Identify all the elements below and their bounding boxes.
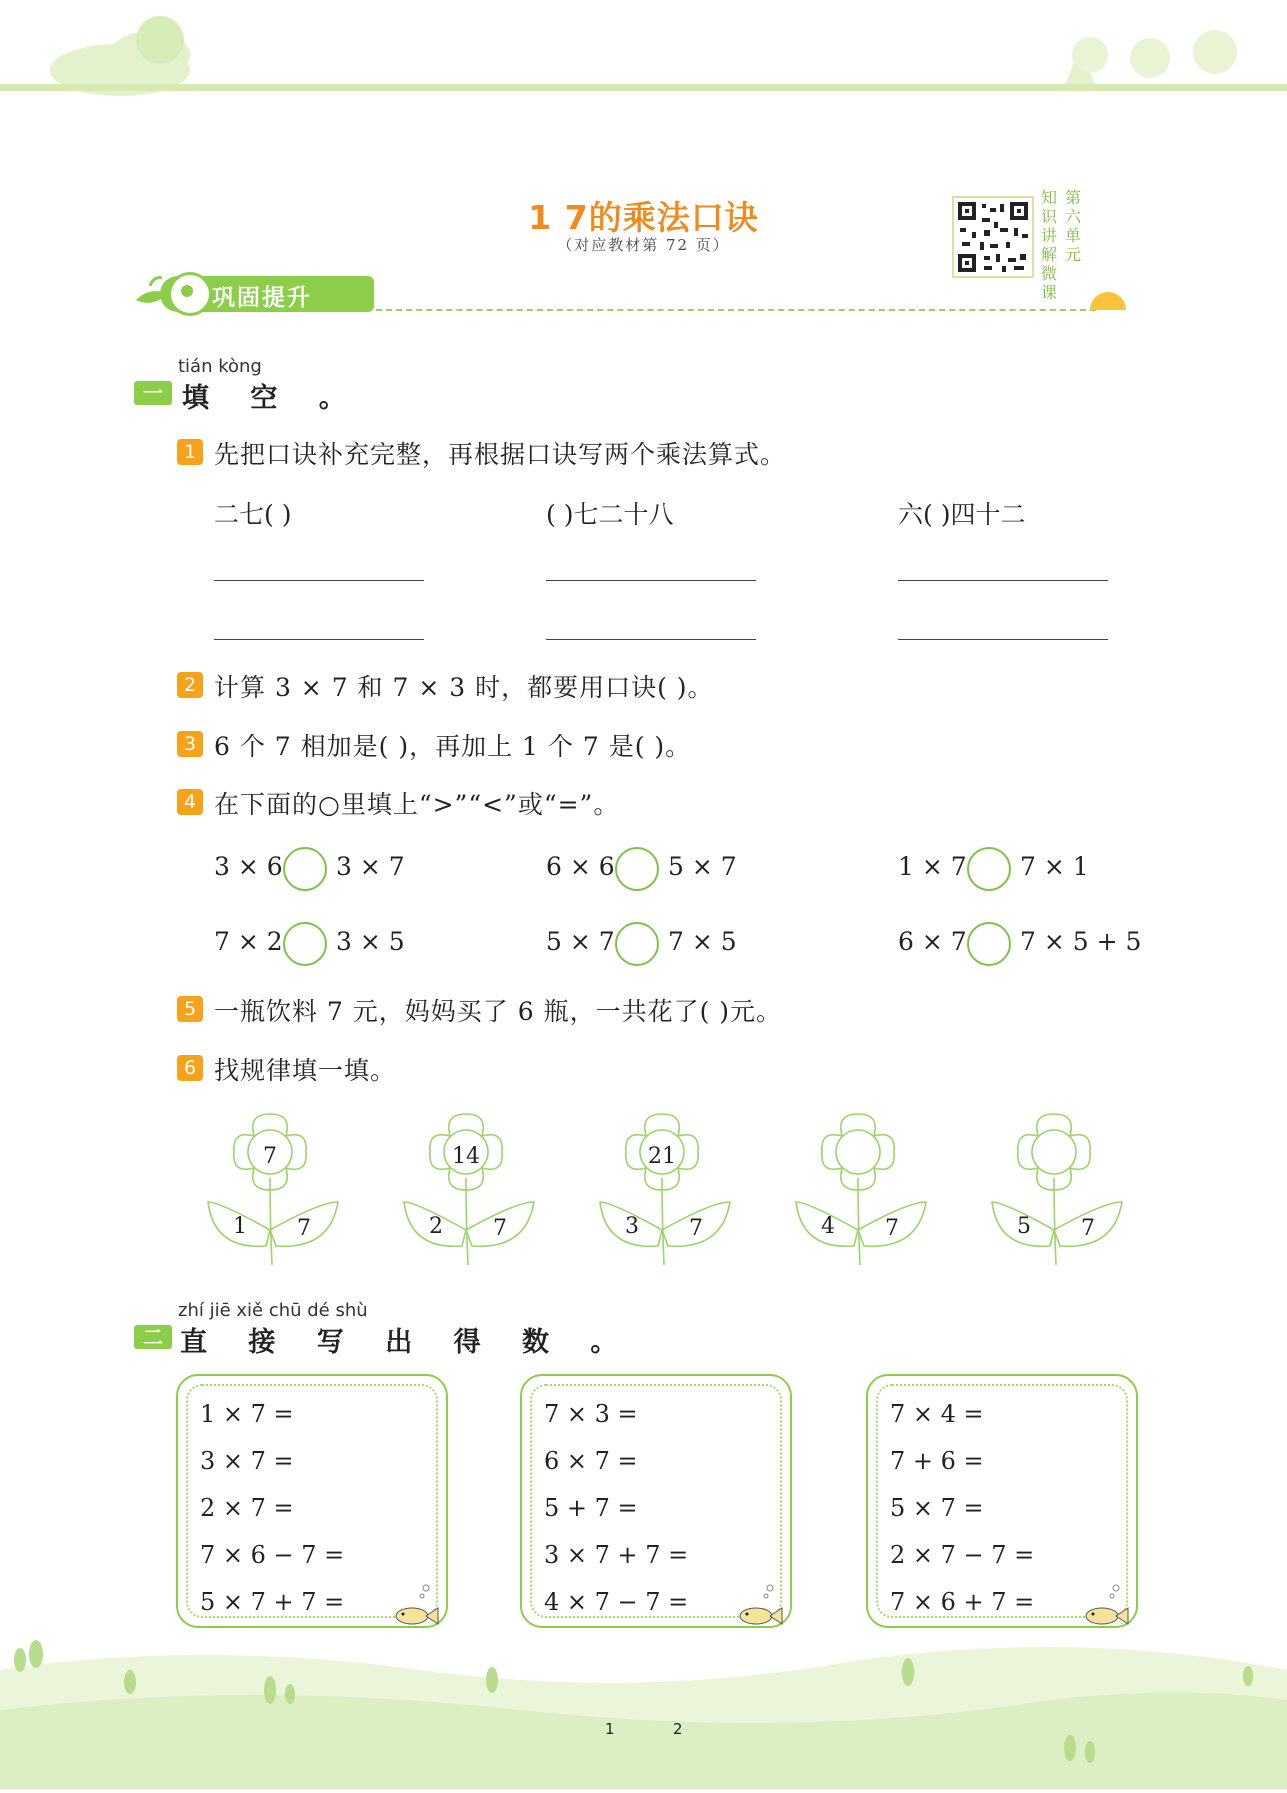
- section2-pinyin: zhí jiē xiě chū dé shù: [178, 1300, 368, 1321]
- calc-item[interactable]: 7 × 6 − 7 =: [200, 1541, 345, 1569]
- flower-right-leaf: 7: [297, 1216, 311, 1241]
- calc-box-1: [176, 1374, 448, 1628]
- ribbon-eye-dot: [181, 285, 193, 297]
- qr-caption-col2: 第 六 单 元: [1064, 188, 1081, 264]
- compare-circle[interactable]: [283, 922, 327, 966]
- q4-number: 4: [177, 789, 203, 815]
- calc-box-2: [520, 1374, 792, 1628]
- q1-number: 1: [177, 439, 203, 465]
- calc-item[interactable]: 3 × 7 + 7 =: [544, 1541, 689, 1569]
- calc-item[interactable]: 2 × 7 − 7 =: [890, 1541, 1035, 1569]
- fish-icon: [1082, 1584, 1134, 1628]
- flower-center[interactable]: 7: [263, 1144, 277, 1169]
- flower-right-leaf: 7: [1081, 1216, 1095, 1241]
- calc-item[interactable]: 5 + 7 =: [544, 1494, 638, 1522]
- calc-item[interactable]: 5 × 7 + 7 =: [200, 1588, 345, 1616]
- calc-item[interactable]: 6 × 7 =: [544, 1447, 638, 1475]
- q1-cell-3[interactable]: 六( )四十二: [898, 500, 1026, 529]
- page-title: 1 7的乘法口诀: [528, 198, 759, 237]
- flower-left-leaf: 5: [1017, 1214, 1031, 1239]
- flower-center[interactable]: 14: [452, 1144, 480, 1169]
- compare-left: 6 × 7: [898, 927, 967, 956]
- section1-title: 填 空 。: [182, 383, 362, 414]
- ribbon-label: 巩固提升: [212, 285, 312, 311]
- q2-number: 2: [177, 672, 203, 698]
- compare-circle[interactable]: [615, 847, 659, 891]
- calc-item[interactable]: 1 × 7 =: [200, 1400, 294, 1428]
- calc-item[interactable]: 4 × 7 − 7 =: [544, 1588, 689, 1616]
- flower-center[interactable]: 21: [648, 1144, 676, 1169]
- q6-text: 找规律填一填。: [214, 1056, 397, 1085]
- compare-left: 6 × 6: [546, 852, 615, 881]
- q3-number: 3: [177, 731, 203, 757]
- answer-line[interactable]: [546, 637, 756, 640]
- compare-right: 7 × 5 + 5: [1020, 927, 1142, 956]
- compare-left: 3 × 6: [214, 852, 283, 881]
- flower-row: [200, 1110, 1160, 1270]
- section2-title: 直 接 写 出 得 数 。: [180, 1327, 634, 1358]
- q1-cell-2[interactable]: ( )七二十八: [546, 500, 674, 529]
- qr-caption-col1: 知 识 讲 解 微 课: [1040, 188, 1057, 302]
- compare-right: 5 × 7: [668, 852, 737, 881]
- flower-right-leaf: 7: [885, 1216, 899, 1241]
- ribbon-dashed-rule: [376, 309, 1096, 311]
- answer-line[interactable]: [898, 578, 1108, 581]
- compare-circle[interactable]: [615, 922, 659, 966]
- page-number-right: 2: [673, 1720, 683, 1738]
- compare-left: 5 × 7: [546, 927, 615, 956]
- flower-left-leaf: 4: [821, 1214, 835, 1239]
- compare-left: 7 × 2: [214, 927, 283, 956]
- qr-caption: [1038, 188, 1086, 302]
- compare-right: 7 × 1: [1020, 852, 1089, 881]
- calc-item[interactable]: 3 × 7 =: [200, 1447, 294, 1475]
- calc-item[interactable]: 7 × 4 =: [890, 1400, 984, 1428]
- q5-text[interactable]: 一瓶饮料 7 元，妈妈买了 6 瓶，一共花了( )元。: [214, 997, 783, 1026]
- answer-line[interactable]: [214, 637, 424, 640]
- q3-text[interactable]: 6 个 7 相加是( )，再加上 1 个 7 是( )。: [214, 732, 692, 761]
- compare-circle[interactable]: [967, 922, 1011, 966]
- answer-line[interactable]: [898, 637, 1108, 640]
- flower-left-leaf: 3: [625, 1214, 639, 1239]
- qr-code[interactable]: [952, 196, 1034, 278]
- flower-right-leaf: 7: [689, 1216, 703, 1241]
- footer-landscape: [0, 1630, 1287, 1789]
- q1-text: 先把口诀补充完整，再根据口诀写两个乘法算式。: [214, 440, 787, 469]
- header-rule: [0, 84, 1287, 91]
- fish-icon: [392, 1584, 444, 1628]
- compare-circle[interactable]: [967, 847, 1011, 891]
- flower-left-leaf: 2: [429, 1214, 443, 1239]
- q5-number: 5: [177, 996, 203, 1022]
- calc-box-3: [866, 1374, 1138, 1628]
- section1-badge: 一: [134, 381, 172, 405]
- compare-right: 3 × 7: [336, 852, 405, 881]
- q6-number: 6: [177, 1055, 203, 1081]
- calc-item[interactable]: 7 × 6 + 7 =: [890, 1588, 1035, 1616]
- calc-item[interactable]: 7 + 6 =: [890, 1447, 984, 1475]
- calc-item[interactable]: 7 × 3 =: [544, 1400, 638, 1428]
- page-number-left: 1: [605, 1720, 615, 1738]
- compare-right: 7 × 5: [668, 927, 737, 956]
- q4-text: 在下面的○里填上“>”“<”或“=”。: [214, 790, 620, 819]
- calc-item[interactable]: 2 × 7 =: [200, 1494, 294, 1522]
- answer-line[interactable]: [214, 578, 424, 581]
- flower-right-leaf: 7: [493, 1216, 507, 1241]
- compare-circle[interactable]: [283, 847, 327, 891]
- page-subtitle: （对应教材第 72 页）: [557, 236, 730, 254]
- section1-pinyin: tián kòng: [178, 356, 262, 377]
- compare-right: 3 × 5: [336, 927, 405, 956]
- calc-item[interactable]: 5 × 7 =: [890, 1494, 984, 1522]
- fish-icon: [736, 1584, 788, 1628]
- compare-left: 1 × 7: [898, 852, 967, 881]
- flowers-outline: [200, 1110, 1160, 1270]
- section2-badge: 二: [134, 1325, 172, 1349]
- flower-left-leaf: 1: [233, 1214, 247, 1239]
- q2-text[interactable]: 计算 3 × 7 和 7 × 3 时，都要用口诀( )。: [214, 673, 714, 702]
- q1-cell-1[interactable]: 二七( ): [214, 500, 292, 529]
- answer-line[interactable]: [546, 578, 756, 581]
- sun-icon: [1090, 292, 1126, 310]
